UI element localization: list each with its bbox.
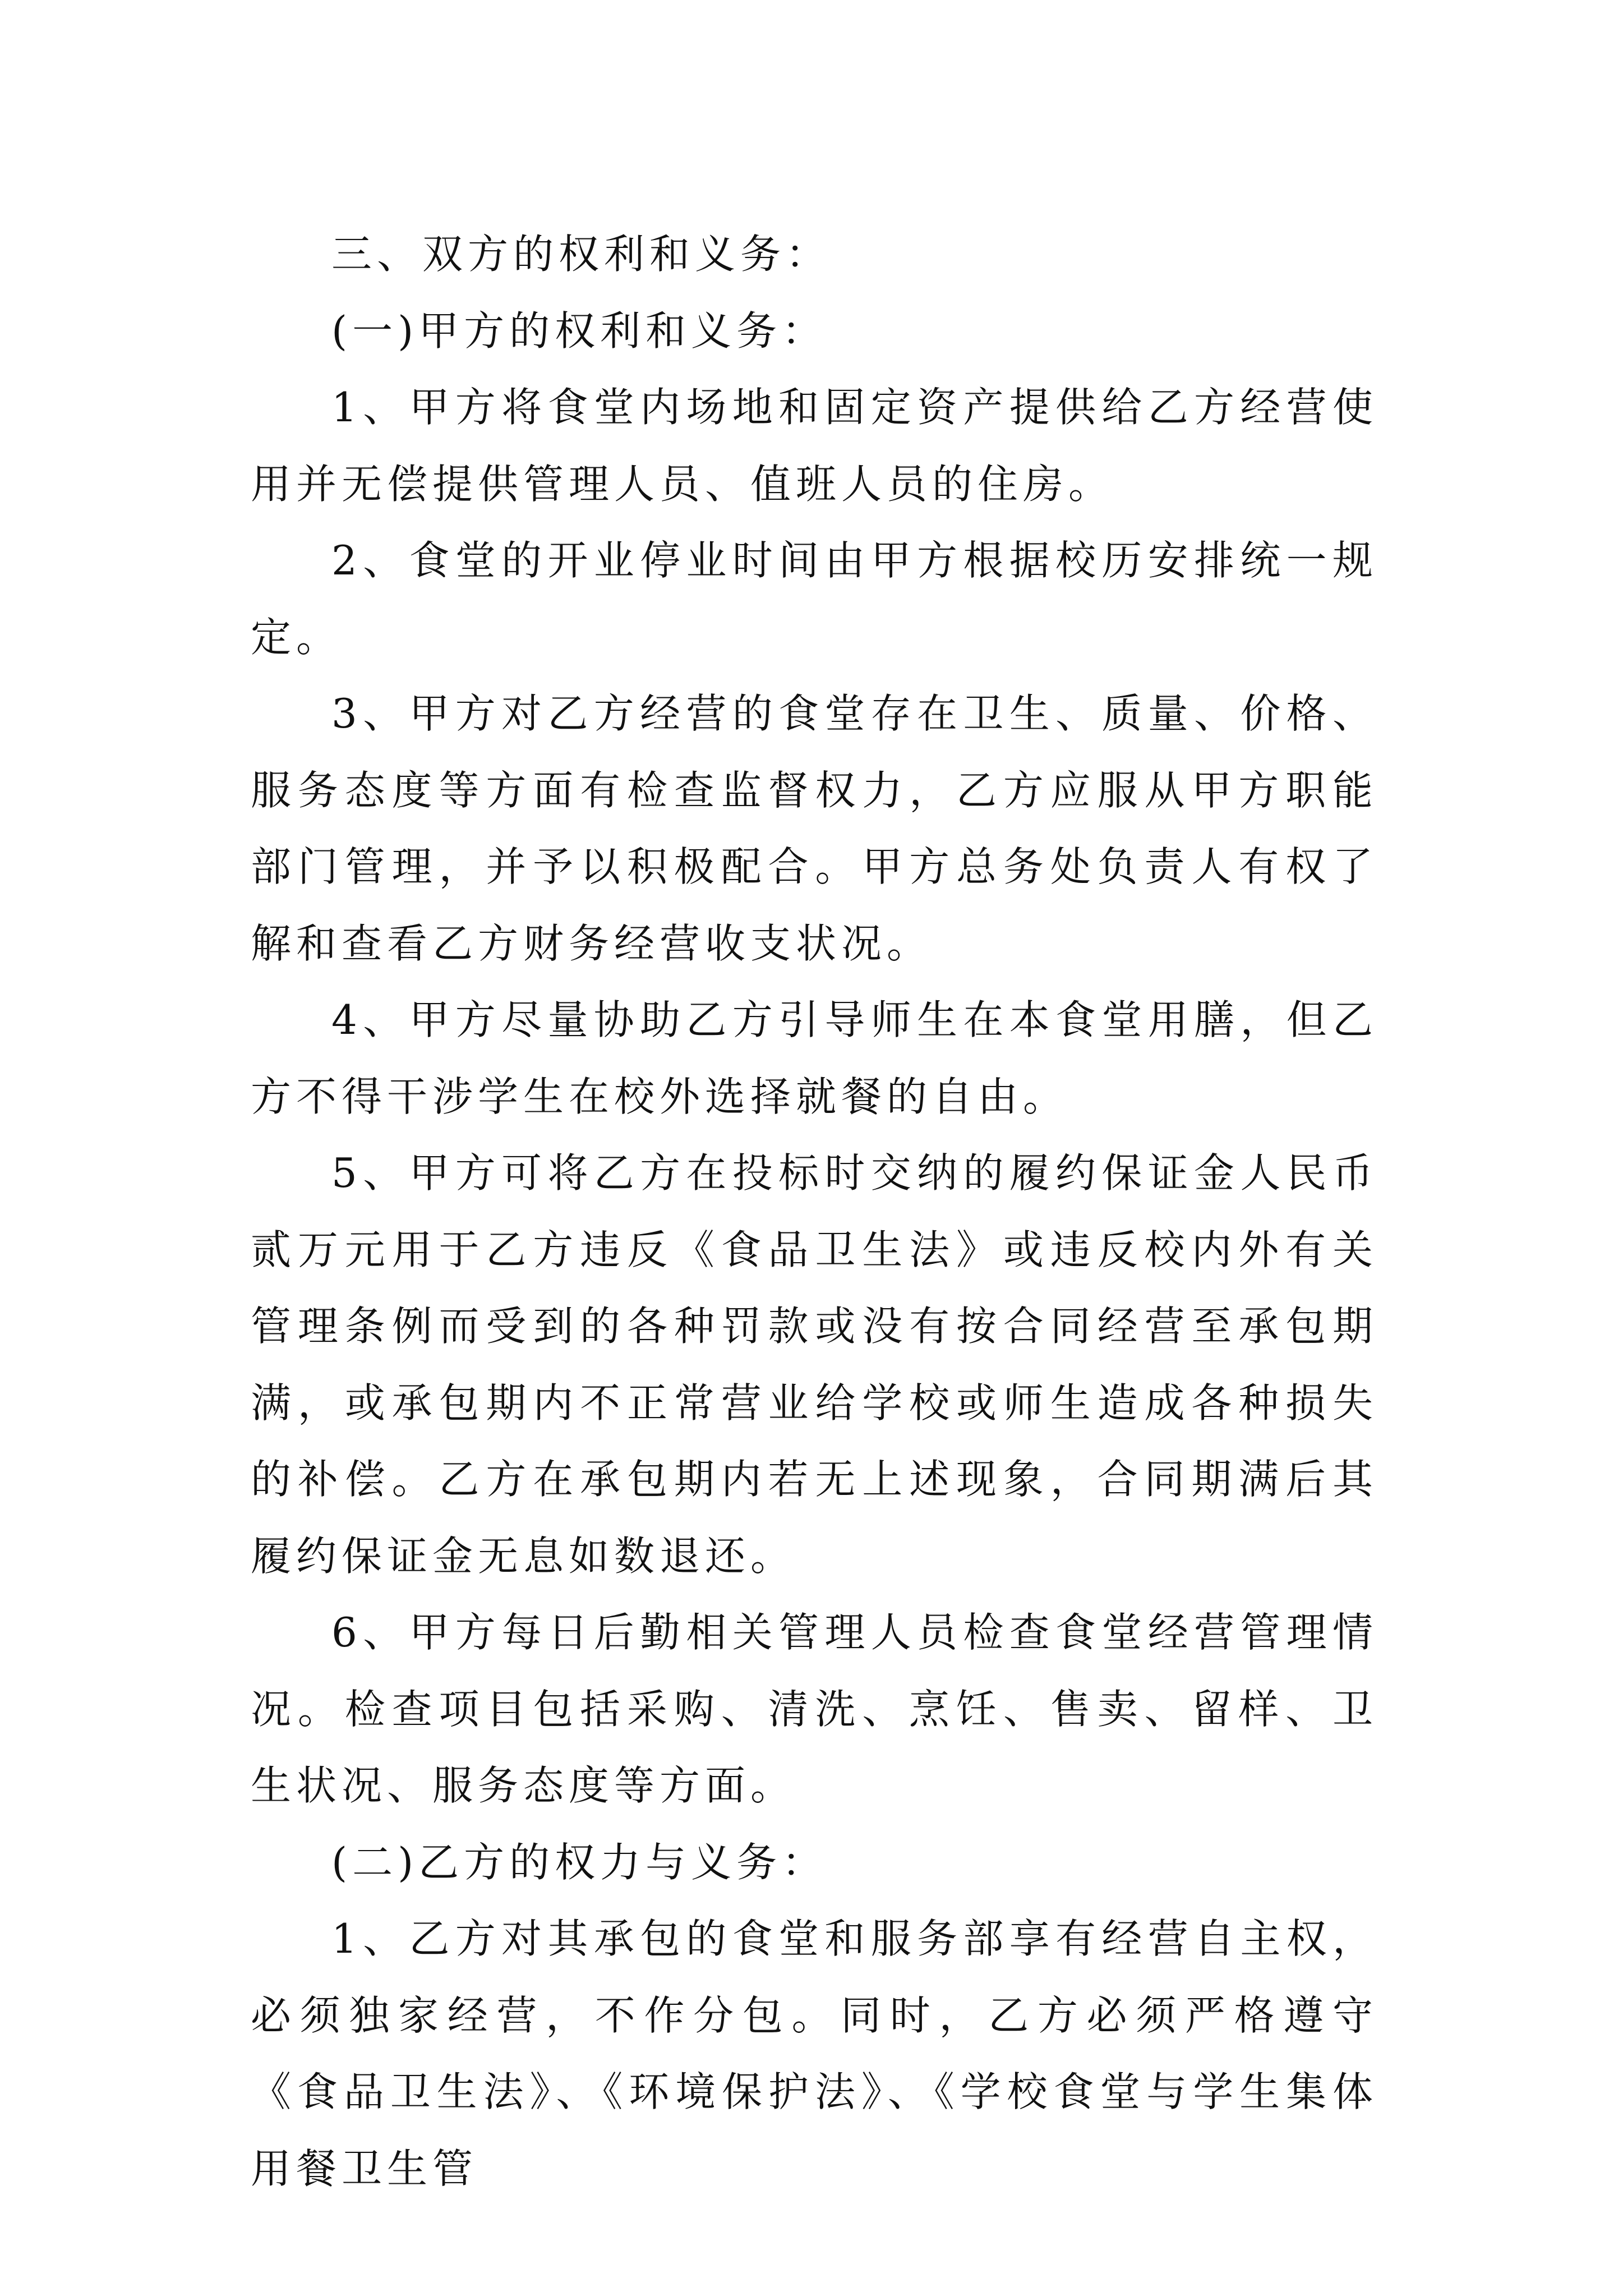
subsection-heading-party-a: (一)甲方的权利和义务： xyxy=(331,307,828,355)
paragraph-a-2: 2、食堂的开业停业时间由甲方根据校历安排统一规定。 xyxy=(251,537,1378,661)
paragraph-b-1: 1、乙方对其承包的食堂和服务部享有经营自主权，必须独家经营，不作分包。同时，乙方必须严格遵守《食品卫生法》、《环境保护法》、《学校食堂与学生集体用餐卫生管 xyxy=(251,1915,1378,2192)
document-body xyxy=(251,216,1378,2207)
paragraph-a-5: 5、甲方可将乙方在投标时交纳的履约保证金人民币贰万元用于乙方违反《食品卫生法》或违反校内外有关管理条例而受到的各种罚款或没有按合同经营至承包期满，或承包期内不正常营业给学校或师生造成各种损失的补偿。乙方在承包期内若无上述现象，合同期满后其履约保证金无息如数退还。 xyxy=(251,1149,1378,1580)
subsection-heading-party-b: (二)乙方的权力与义务： xyxy=(331,1838,828,1886)
section-heading-rights-obligations: 三、双方的权利和义务： xyxy=(331,231,832,278)
paragraph-a-1: 1、甲方将食堂内场地和固定资产提供给乙方经营使用并无偿提供管理人员、值班人员的住房。 xyxy=(251,384,1378,508)
paragraph-a-3: 3、甲方对乙方经营的食堂存在卫生、质量、价格、服务态度等方面有检查监督权力，乙方应服从甲方职能部门管理，并予以积极配合。甲方总务处负责人有权了解和查看乙方财务经营收支状况。 xyxy=(251,690,1378,967)
paragraph-a-6: 6、甲方每日后勤相关管理人员检查食堂经营管理情况。检查项目包括采购、清洗、烹饪、售卖、留样、卫生状况、服务态度等方面。 xyxy=(251,1609,1378,1809)
paragraph-a-4: 4、甲方尽量协助乙方引导师生在本食堂用膳，但乙方不得干涉学生在校外选择就餐的自由。 xyxy=(251,996,1378,1120)
